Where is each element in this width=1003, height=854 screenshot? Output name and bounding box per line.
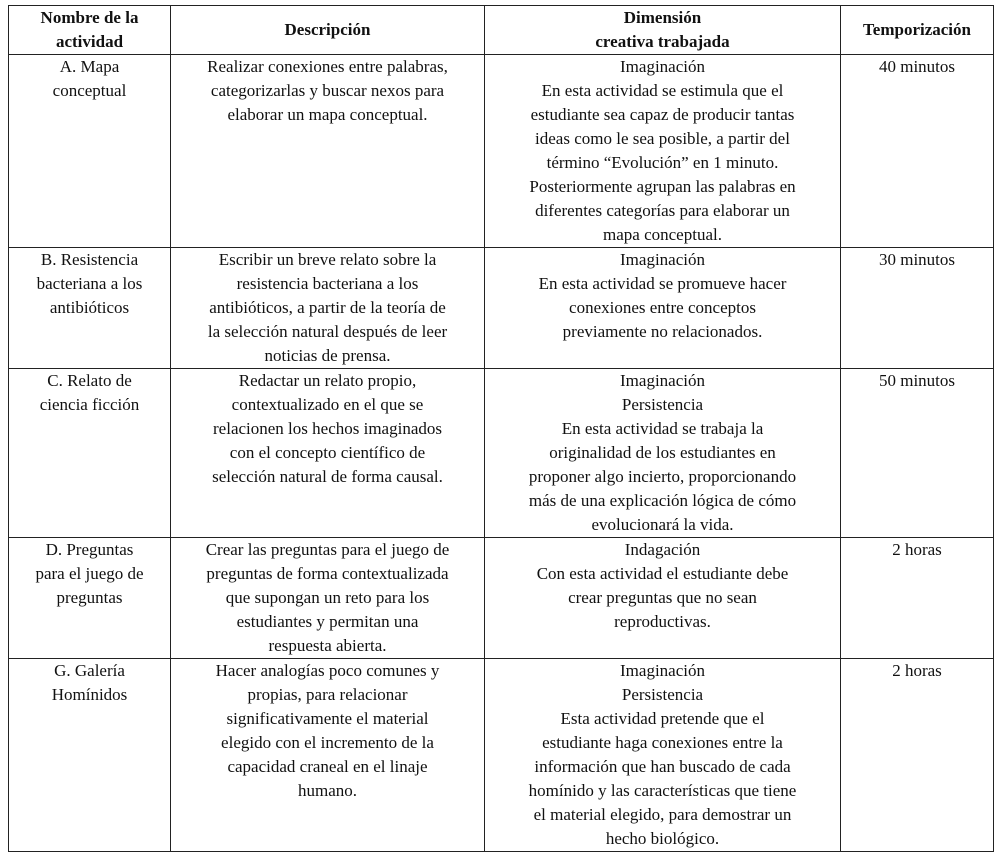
description-cell [171,538,485,659]
description-cell [171,659,485,852]
cell-text-line: B. Resistencia [40,250,139,269]
activities-table [8,5,994,852]
cell-text-line: En esta actividad se promueve hacer [538,274,787,293]
cell-text-line: 30 minutos [878,250,956,269]
cell-text-line: mapa conceptual. [603,225,722,244]
cell-text-line: homínido y las características que tiene [528,781,797,800]
cell-text-line: contextualizado en el que se [231,395,424,414]
header-text: actividad [55,32,124,51]
cell-text-line: estudiante haga conexiones entre la [542,733,783,752]
cell-text-line: A. Mapa [59,57,120,76]
cell-text-line: para el juego de [35,564,144,583]
creative-dimension-cell [485,369,841,538]
cell-text-line: más de una explicación lógica de cómo [528,491,797,510]
cell-text-line: la selección natural después de leer [207,322,448,341]
cell-text-line: Posteriormente agrupan las palabras en [529,177,796,196]
cell-text-line: Hacer analogías poco comunes y [215,661,440,680]
table-row [9,55,994,248]
creative-dimension-cell [485,55,841,248]
cell-text-line: Esta actividad pretende que el [560,709,765,728]
cell-text-line: capacidad craneal en el linaje [227,757,428,776]
cell-text-line: Indagación [624,540,701,559]
creative-dimension-cell [485,659,841,852]
cell-text-line: Crear las preguntas para el juego de [205,540,450,559]
creative-dimension-cell [485,538,841,659]
cell-text-line: antibióticos [49,298,130,317]
activity-name-cell [9,55,171,248]
cell-text-line: antibióticos, a partir de la teoría de [209,298,446,317]
cell-text-line: conceptual [52,81,127,100]
timing-cell [841,55,994,248]
cell-text-line: elegido con el incremento de la [221,733,434,752]
cell-text-line: bacteriana a los [36,274,143,293]
timing-cell [841,248,994,369]
timing-cell [841,659,994,852]
table-row [9,538,994,659]
cell-text-line: crear preguntas que no sean [568,588,757,607]
creative-dimension-cell [485,248,841,369]
cell-text-line: 40 minutos [878,57,956,76]
cell-text-line: información que han buscado de cada [534,757,791,776]
cell-text-line: estudiante sea capaz de producir tantas [530,105,795,124]
cell-text-line: C. Relato de [47,371,132,390]
cell-text-line: preguntas [56,588,123,607]
cell-text-line: significativamente el material [226,709,429,728]
timing-cell [841,369,994,538]
cell-text-line: Persistencia [621,685,704,704]
cell-text-line: Imaginación [620,371,705,390]
cell-text-line: Redactar un relato propio, [238,371,417,390]
header-text: Temporización [863,20,971,39]
cell-text-line: Imaginación [620,250,705,269]
cell-text-line: Escribir un breve relato sobre la [218,250,437,269]
header-timing [841,6,994,55]
cell-text-line: humano. [297,781,358,800]
cell-text-line: originalidad de los estudiantes en [549,443,776,462]
cell-text-line: el material elegido, para demostrar un [533,805,792,824]
cell-text-line: ciencia ficción [39,395,140,414]
cell-text-line: Con esta actividad el estudiante debe [536,564,789,583]
cell-text-line: Imaginación [620,57,705,76]
cell-text-line: propias, para relacionar [247,685,408,704]
cell-text-line: Realizar conexiones entre palabras, [207,57,448,76]
header-row [9,6,994,55]
cell-text-line: noticias de prensa. [264,346,391,365]
activity-name-cell [9,369,171,538]
cell-text-line: diferentes categorías para elaborar un [535,201,790,220]
cell-text-line: 50 minutos [878,371,956,390]
header-text: Dimensión [623,8,702,27]
cell-text-line: Homínidos [51,685,128,704]
header-creative-dimension [485,6,841,55]
cell-text-line: término “Evolución” en 1 minuto. [546,153,779,172]
cell-text-line: conexiones entre conceptos [569,298,756,317]
cell-text-line: preguntas de forma contextualizada [206,564,449,583]
cell-text-line: resistencia bacteriana a los [236,274,419,293]
activity-name-cell [9,538,171,659]
cell-text-line: proponer algo incierto, proporcionando [528,467,797,486]
cell-text-line: G. Galería [54,661,125,680]
timing-cell [841,538,994,659]
cell-text-line: categorizarlas y buscar nexos para [210,81,445,100]
description-cell [171,248,485,369]
header-text: creativa trabajada [595,32,730,51]
cell-text-line: reproductivas. [614,612,711,631]
cell-text-line: estudiantes y permitan una [236,612,419,631]
description-cell [171,369,485,538]
header-text: Nombre de la [40,8,139,27]
cell-text-line: previamente no relacionados. [562,322,763,341]
cell-text-line: En esta actividad se estimula que el [541,81,784,100]
table-row [9,659,994,852]
cell-text-line: relacionen los hechos imaginados [213,419,442,438]
cell-text-line: 2 horas [892,661,942,680]
cell-text-line: selección natural de forma causal. [212,467,443,486]
table-row [9,369,994,538]
cell-text-line: D. Preguntas [45,540,134,559]
cell-text-line: 2 horas [892,540,942,559]
table-row [9,248,994,369]
cell-text-line: evolucionará la vida. [591,515,734,534]
cell-text-line: hecho biológico. [605,829,720,848]
cell-text-line: Persistencia [621,395,704,414]
cell-text-line: que supongan un reto para los [225,588,430,607]
cell-text-line: ideas como le sea posible, a partir del [535,129,790,148]
cell-text-line: En esta actividad se trabaja la [561,419,764,438]
description-cell [171,55,485,248]
cell-text-line: con el concepto científico de [229,443,426,462]
header-activity-name [9,6,171,55]
cell-text-line: respuesta abierta. [268,636,387,655]
activity-name-cell [9,659,171,852]
header-description [171,6,485,55]
activity-name-cell [9,248,171,369]
header-text: Descripción [284,20,371,39]
cell-text-line: Imaginación [620,661,705,680]
cell-text-line: elaborar un mapa conceptual. [227,105,428,124]
